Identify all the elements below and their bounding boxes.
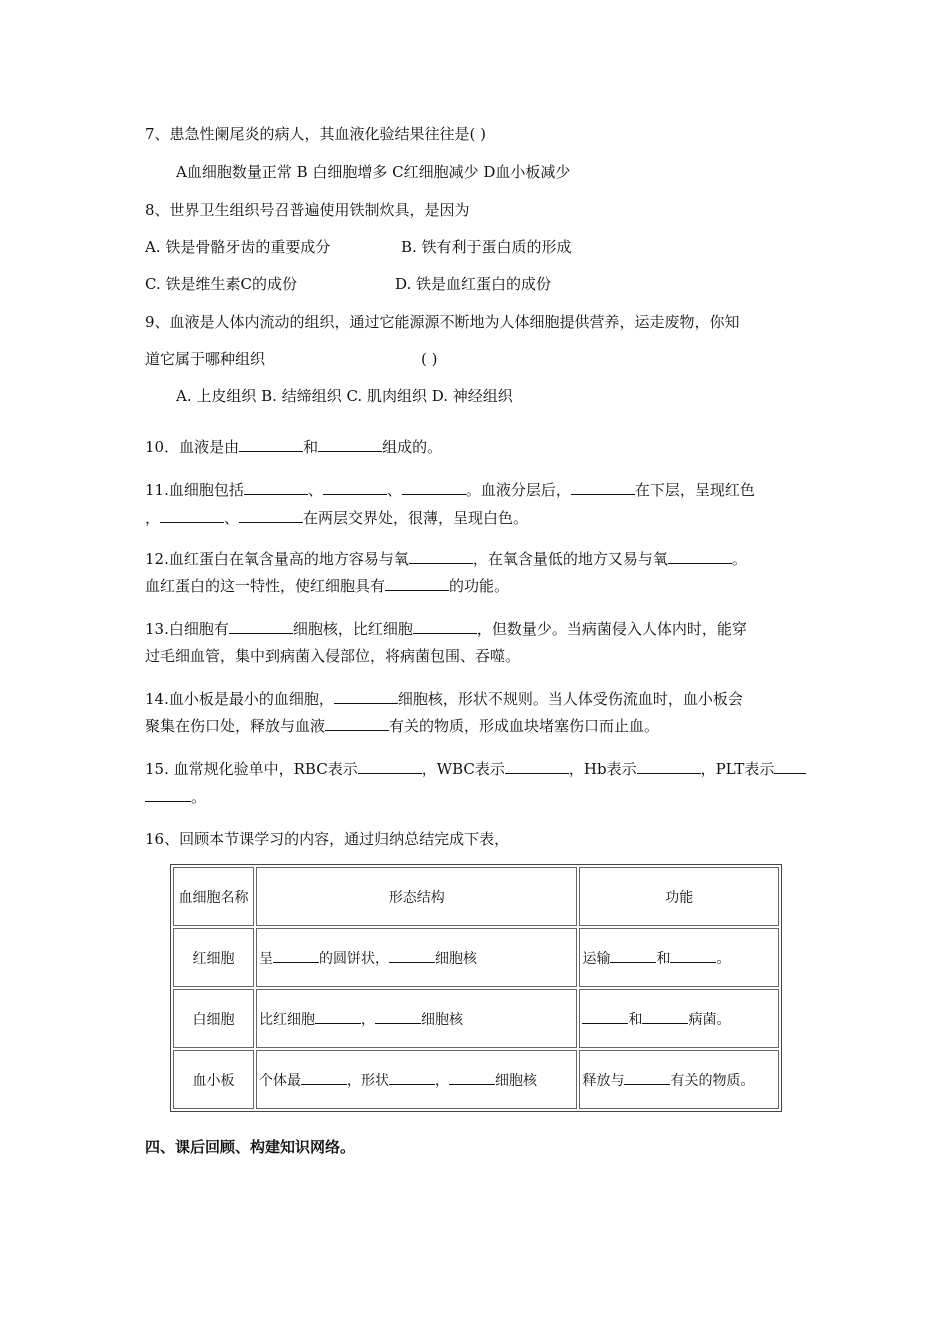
q15-blank-4-start[interactable] bbox=[774, 758, 806, 774]
q13-line2: 过毛细血管，集中到病菌入侵部位，将病菌包围、吞噬。 bbox=[145, 647, 521, 665]
table-header-name: 血细胞名称 bbox=[173, 867, 254, 926]
rbc-function-blank-2[interactable] bbox=[670, 947, 716, 963]
q13-text-c: ，但数量少。当病菌侵入人体内时，能穿 bbox=[476, 620, 747, 638]
q12-text-c: 。 bbox=[731, 550, 747, 568]
blood-cell-summary-table bbox=[170, 864, 782, 1112]
q14-text-c: 聚集在伤口处，释放与血液 bbox=[145, 717, 326, 735]
wbc-function-blank-1[interactable] bbox=[582, 1008, 628, 1024]
q13-text-a: 13.白细胞有 bbox=[145, 620, 229, 638]
q8-option-b: B. 铁有利于蛋白质的形成 bbox=[401, 238, 572, 256]
platelet-shape-blank[interactable] bbox=[389, 1069, 435, 1085]
q13-text-b: 细胞核，比红细胞 bbox=[292, 620, 413, 638]
q7-options: A血细胞数量正常 B 白细胞增多 C红细胞减少 D血小板减少 bbox=[176, 163, 571, 181]
table-header-row bbox=[173, 867, 779, 926]
q14-text-a: 14.血小板是最小的血细胞， bbox=[145, 690, 334, 708]
q10-text-b: 和 bbox=[303, 438, 319, 456]
q12-blank-1[interactable] bbox=[409, 548, 473, 564]
q15-line1 bbox=[145, 758, 806, 779]
q12-line1 bbox=[145, 548, 747, 569]
q15-blank-3[interactable] bbox=[637, 758, 701, 774]
q9-answer-paren: ( ) bbox=[421, 350, 438, 368]
wbc-size-blank[interactable] bbox=[315, 1008, 361, 1024]
q11-sep-2: 、 bbox=[386, 481, 402, 499]
table-header-function: 功能 bbox=[579, 867, 779, 926]
q15-text-d: ，PLT表示 bbox=[700, 760, 775, 778]
q15-blank-4-end[interactable] bbox=[145, 786, 191, 802]
q14-blank-2[interactable] bbox=[325, 715, 389, 731]
rbc-function-blank-1[interactable] bbox=[610, 947, 656, 963]
q12-blank-2[interactable] bbox=[668, 548, 732, 564]
q12-text-e: 的功能。 bbox=[449, 577, 510, 595]
q11-line1 bbox=[145, 479, 755, 500]
wbc-structure: 比红细胞 ， 细胞核 bbox=[256, 989, 577, 1048]
wbc-function-blank-2[interactable] bbox=[642, 1008, 688, 1024]
q11-text-c: 在下层，呈现红色 bbox=[634, 481, 755, 499]
rbc-shape-blank[interactable] bbox=[273, 947, 319, 963]
q14-line2 bbox=[145, 715, 659, 736]
rbc-name: 红细胞 bbox=[173, 928, 254, 987]
q14-blank-1[interactable] bbox=[334, 688, 398, 704]
q12-line2 bbox=[145, 575, 509, 596]
q11-blank-4[interactable] bbox=[571, 479, 635, 495]
q8-option-d: D. 铁是血红蛋白的成份 bbox=[395, 275, 552, 293]
platelet-name: 血小板 bbox=[173, 1050, 254, 1109]
platelet-function-blank[interactable] bbox=[624, 1069, 670, 1085]
q11-line2 bbox=[145, 507, 528, 528]
q10-line bbox=[145, 436, 442, 457]
wbc-function: 和 病菌。 bbox=[579, 989, 779, 1048]
q12-blank-3[interactable] bbox=[385, 575, 449, 591]
q10-blank-2[interactable] bbox=[318, 436, 382, 452]
q7-stem: 7、患急性阑尾炎的病人，其血液化验结果往往是( ) bbox=[145, 125, 487, 143]
q8-option-a: A. 铁是骨骼牙齿的重要成分 bbox=[145, 238, 331, 256]
q16-stem: 16、回顾本节课学习的内容，通过归纳总结完成下表， bbox=[145, 830, 510, 848]
q11-text-b: 。血液分层后， bbox=[465, 481, 571, 499]
q9-stem-line2: 道它属于哪种组织 bbox=[145, 350, 266, 368]
q11-blank-3[interactable] bbox=[402, 479, 466, 495]
rbc-structure: 呈 的圆饼状， 细胞核 bbox=[256, 928, 577, 987]
q15-line2 bbox=[145, 786, 206, 807]
table-row-platelet bbox=[173, 1050, 779, 1109]
table-header-structure: 形态结构 bbox=[256, 867, 577, 926]
q11-blank-5[interactable] bbox=[160, 507, 224, 523]
q11-text-e: 、 bbox=[224, 509, 240, 527]
platelet-nucleus-blank[interactable] bbox=[449, 1069, 495, 1085]
q10-text-a: 10．血液是由 bbox=[145, 438, 240, 456]
platelet-function: 释放与 有关的物质。 bbox=[579, 1050, 779, 1109]
section-4-heading: 四、课后回顾、构建知识网络。 bbox=[145, 1138, 356, 1156]
rbc-nucleus-blank[interactable] bbox=[389, 947, 435, 963]
q11-sep-1: 、 bbox=[307, 481, 323, 499]
wbc-name: 白细胞 bbox=[173, 989, 254, 1048]
q15-text-b: ，WBC表示 bbox=[421, 760, 505, 778]
q13-blank-2[interactable] bbox=[413, 618, 477, 634]
q9-options: A. 上皮组织 B. 结缔组织 C. 肌肉组织 D. 神经组织 bbox=[176, 387, 513, 405]
q15-blank-1[interactable] bbox=[358, 758, 422, 774]
q11-text-a: 11.血细胞包括 bbox=[145, 481, 244, 499]
q11-blank-1[interactable] bbox=[244, 479, 308, 495]
q11-blank-2[interactable] bbox=[323, 479, 387, 495]
q10-text-c: 组成的。 bbox=[382, 438, 443, 456]
rbc-function: 运输 和 。 bbox=[579, 928, 779, 987]
q15-text-e: 。 bbox=[191, 788, 207, 806]
q10-blank-1[interactable] bbox=[239, 436, 303, 452]
q11-text-f: 在两层交界处，很薄，呈现白色。 bbox=[303, 509, 529, 527]
q13-blank-1[interactable] bbox=[229, 618, 293, 634]
platelet-size-blank[interactable] bbox=[301, 1069, 347, 1085]
q8-stem: 8、世界卫生组织号召普遍使用铁制炊具，是因为 bbox=[145, 201, 470, 219]
q15-blank-2[interactable] bbox=[505, 758, 569, 774]
wbc-nucleus-blank[interactable] bbox=[375, 1008, 421, 1024]
q12-text-a: 12.血红蛋白在氧含量高的地方容易与氧 bbox=[145, 550, 409, 568]
q14-text-b: 细胞核，形状不规则。当人体受伤流血时，血小板会 bbox=[397, 690, 743, 708]
table-row-wbc bbox=[173, 989, 779, 1048]
q12-text-b: ，在氧含量低的地方又易与氧 bbox=[472, 550, 668, 568]
q9-stem-line1: 9、血液是人体内流动的组织，通过它能源源不断地为人体细胞提供营养，运走废物，你知 bbox=[145, 313, 740, 331]
q8-option-c: C. 铁是维生素C的成份 bbox=[145, 275, 297, 293]
q14-text-d: 有关的物质，形成血块堵塞伤口而止血。 bbox=[389, 717, 660, 735]
q13-line1 bbox=[145, 618, 747, 639]
q15-text-c: ，Hb表示 bbox=[568, 760, 637, 778]
q11-blank-6[interactable] bbox=[239, 507, 303, 523]
q14-line1 bbox=[145, 688, 743, 709]
table-row-rbc bbox=[173, 928, 779, 987]
q12-text-d: 血红蛋白的这一特性，使红细胞具有 bbox=[145, 577, 386, 595]
q15-text-a: 15. 血常规化验单中，RBC表示 bbox=[145, 760, 358, 778]
platelet-structure: 个体最 ，形状 ， 细胞核 bbox=[256, 1050, 577, 1109]
q11-text-d: ， bbox=[145, 509, 161, 527]
